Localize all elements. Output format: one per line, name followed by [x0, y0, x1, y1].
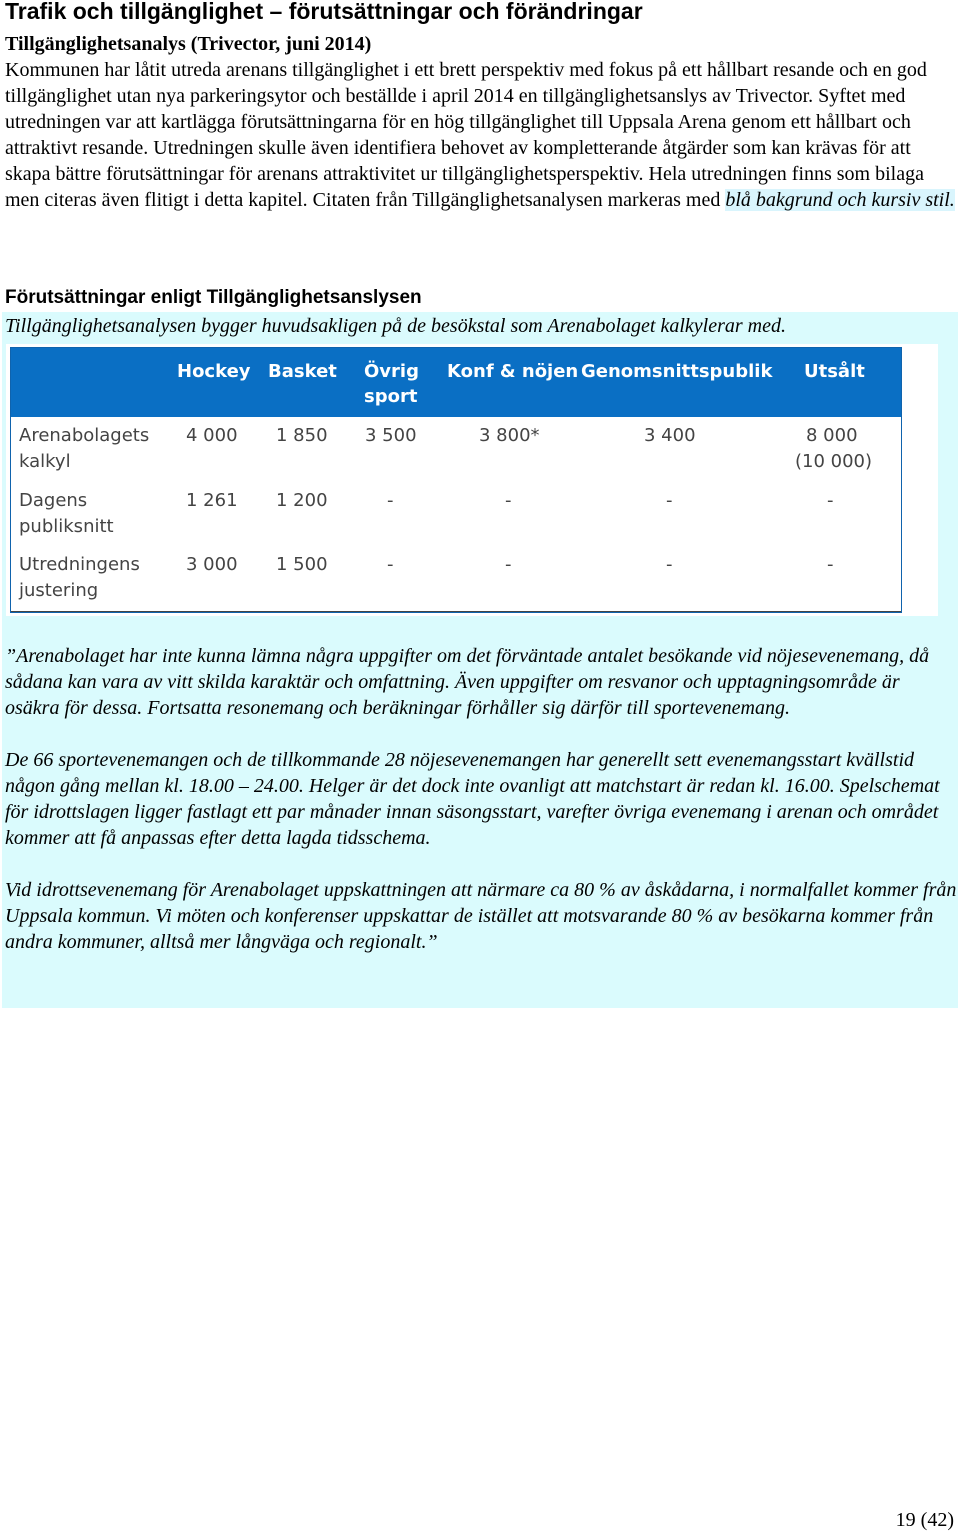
table-header-row [11, 348, 901, 417]
table-cell: - [387, 554, 394, 575]
table-cell: - [505, 554, 512, 575]
table-cell: 1 261 [186, 490, 238, 511]
page-number: 19 (42) [895, 1509, 954, 1531]
table-cell: 3 000 [186, 554, 238, 575]
table-cell: - [387, 490, 394, 511]
page-heading: Trafik och tillgänglighet – förutsättningar och förändringar [5, 0, 643, 24]
row-label-justering: Utredningens justering [19, 554, 140, 601]
table-cell: 1 200 [276, 490, 328, 511]
table-cell: 3 800* [479, 425, 540, 446]
table-cell: - [666, 490, 673, 511]
table-cell-sold-out-max: (10 000) [795, 451, 873, 472]
table-cell: - [827, 554, 834, 575]
header-konf-nojen: Konf & nöjen [447, 361, 579, 382]
intro-paragraph [5, 57, 960, 213]
row-label-kalkyl: Arenabolagets kalkyl [19, 425, 150, 472]
header-basket: Basket [268, 361, 337, 382]
intro-highlight: blå bakgrund och kursiv stil. [725, 189, 955, 211]
table-cell: 4 000 [186, 425, 238, 446]
table-cell: 8 000 [806, 425, 858, 446]
table-cell: 3 400 [644, 425, 696, 446]
lead-sentence: Tillgänglighetsanalysen bygger huvudsakligen på de besökstal som Arenabolaget kalkylerar med. [5, 315, 786, 337]
table-cell: - [505, 490, 512, 511]
prerequisites-heading: Förutsättningar enligt Tillgänglighetsanslysen [5, 287, 422, 308]
header-genomsnittspublik: Genomsnittspublik [581, 361, 773, 382]
header-hockey: Hockey [177, 361, 251, 382]
quote-paragraph: ”Arenabolaget har inte kunna lämna några uppgifter om det förväntade antalet besökande vid nöjesevenemang, då sådana kan vara av vitt skilda karaktär och omfattning. Även uppgifter om resvanor och upptagningsområde är osäkra för dessa. Fortsatta resonemang och beräkningar förhåller sig därför till sportevenemang. [5, 645, 930, 719]
table-cell: 1 850 [276, 425, 328, 446]
table-bottom-rule [11, 611, 901, 612]
table-cell: - [666, 554, 673, 575]
quoted-analysis [5, 643, 957, 981]
section-subheading: Tillgänglighetsanalys (Trivector, juni 2014) [5, 33, 372, 55]
row-label-publiksnitt: Dagens publiksnitt [19, 490, 114, 537]
quote-paragraph: Vid idrottsevenemang för Arenabolaget uppskattningen att närmare ca 80 % av åskådarna, i normalfallet kommer från Uppsala kommun. Vi möten och konferenser uppskattar de istället att motsvarande 80 % av besökarna kommer från andra kommuner, alltså mer långväga och regionalt.” [5, 879, 957, 953]
quote-paragraph: De 66 sportevenemangen och de tillkommande 28 nöjesevenemangen har generellt sett evenemangsstart kvällstid någon gång mellan kl. 18.00 – 24.00. Helger är det dock inte ovanligt att matchstart är redan kl. 16.00. Spelschemat för idrottslagen ligger fastlagt ett par månader innan säsongsstart, varefter övriga evenemang i arenan och området kommer att få anpassas efter detta lagda tidsschema. [5, 749, 940, 849]
header-utsalt: Utsålt [804, 361, 865, 382]
table-cell: 1 500 [276, 554, 328, 575]
visitor-table-image [6, 344, 938, 616]
table-cell: - [827, 490, 834, 511]
table-cell: 3 500 [365, 425, 417, 446]
intro-text: Kommunen har låtit utreda arenans tillgänglighet i ett brett perspektiv med fokus på ett hållbart resande och en god tillgänglighet utan nya parkeringsytor och beställde i april 2014 en tillgänglighetsanslys av Trivector. Syftet med utredningen var att kartlägga förutsättningarna för en hög tillgänglighet till Uppsala Arena genom ett hållbart och attraktivt resande. Utredningen skulle även identifiera behovet av kompletterande åtgärder som kan krävas för att skapa bättre förutsättningar för arenans attraktivitet ur tillgänglighetsperspektiv. Hela utredningen finns som bilaga men citeras även flitigt i detta kapitel. Citaten från Tillgänglighetsanalysen markeras med [5, 59, 927, 211]
visitor-table [10, 347, 902, 613]
header-ovrig-sport: Övrig sport [364, 361, 419, 407]
